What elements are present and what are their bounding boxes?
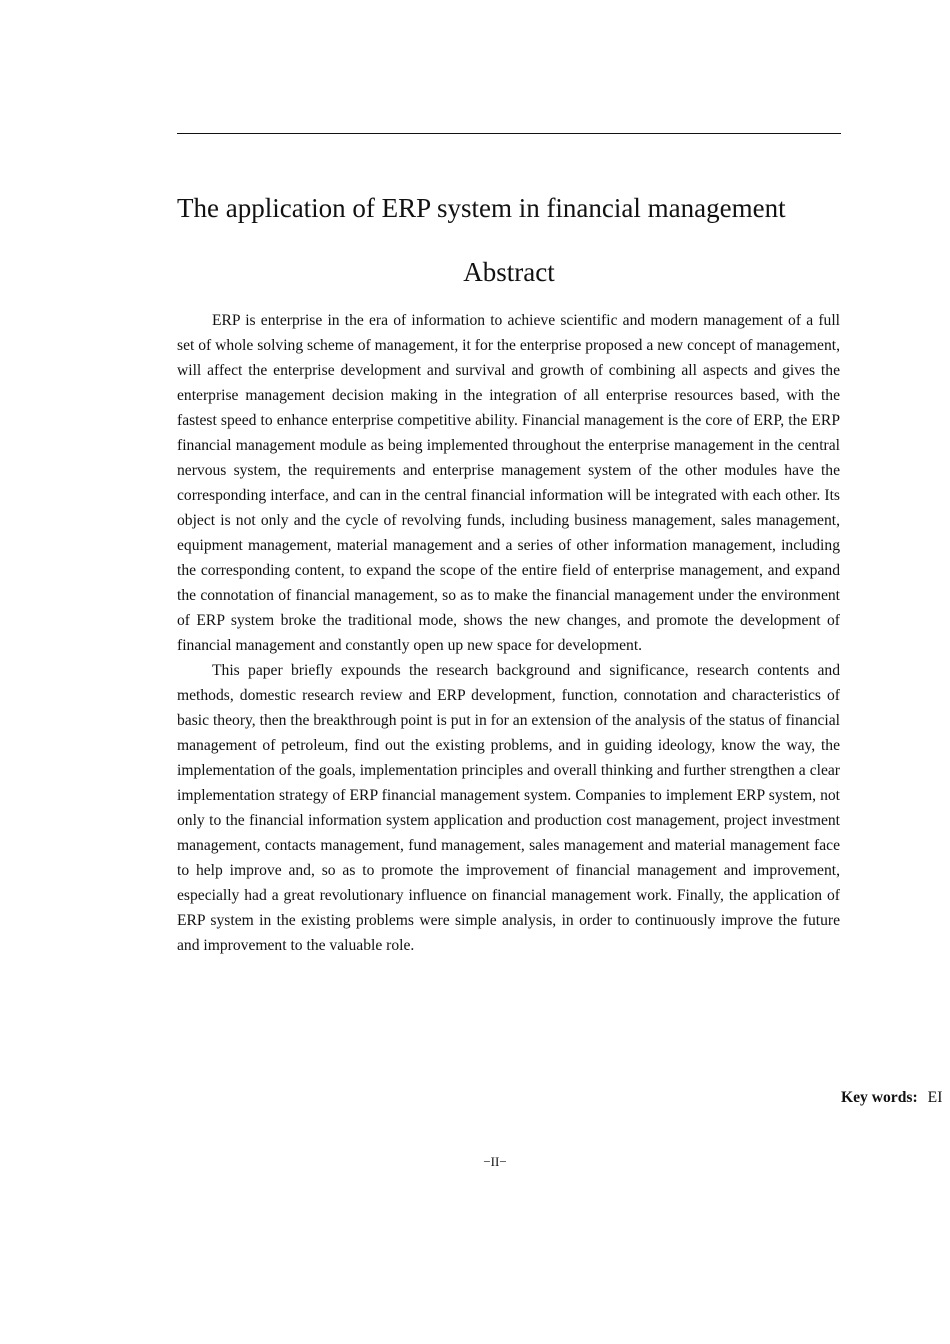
header-rule xyxy=(177,133,841,134)
abstract-paragraph: This paper briefly expounds the research background and significance, research contents and methods, domestic research review and ERP development, function, connotation and characteristics of basic theory, then the breakthrough point is put in for an extension of the analysis of the status of financial management of petroleum, find out the existing problems, and in guiding ideology, know the way, the implementation of the goals, implementation principles and overall thinking and further strengthen a clear implementation strategy of ERP financial management system. Companies to implement ERP system, not only to the financial information system application and production cost management, project investment management, contacts management, fund management, sales management and material management face to help improve and, so as to promote the improvement of financial management and improvement, especially had a great revolutionary influence on financial management work. Finally, the application of ERP system in the existing problems were simple analysis, in order to continuously improve the future and improvement to the valuable role. xyxy=(177,662,840,954)
abstract-heading: Abstract xyxy=(463,257,555,287)
keywords-label: Key words: xyxy=(841,1089,918,1106)
keywords-line xyxy=(841,1085,942,1110)
keywords-value: EI xyxy=(927,1089,943,1106)
paper-title: The application of ERP system in financial management xyxy=(177,193,786,223)
abstract-paragraph: ERP is enterprise in the era of information to achieve scientific and modern management of a full set of whole solving scheme of management, it for the enterprise proposed a new concept of management, will affect the enterprise development and survival and growth of combining all aspects and gives the enterprise management decision making in the integration of all enterprise resources based, with the fastest speed to enhance enterprise competitive ability. Financial management is the core of ERP, the ERP financial management module as being implemented throughout the enterprise management in the central nervous system, the requirements and enterprise management system of the other modules have the corresponding interface, and can in the central financial information will be integrated with each other. Its object is not only and the cycle of revolving funds, including business management, sales management, equipment management, material management and a series of other information management, including the corresponding content, to expand the scope of the entire field of enterprise management, and expand the connotation of financial management, so as to make the financial management under the environment of ERP system broke the traditional mode, shows the new changes, and promote the development of financial management and constantly open up new space for development. xyxy=(177,312,840,654)
abstract-body xyxy=(177,308,840,958)
page-number: −II− xyxy=(483,1154,507,1169)
